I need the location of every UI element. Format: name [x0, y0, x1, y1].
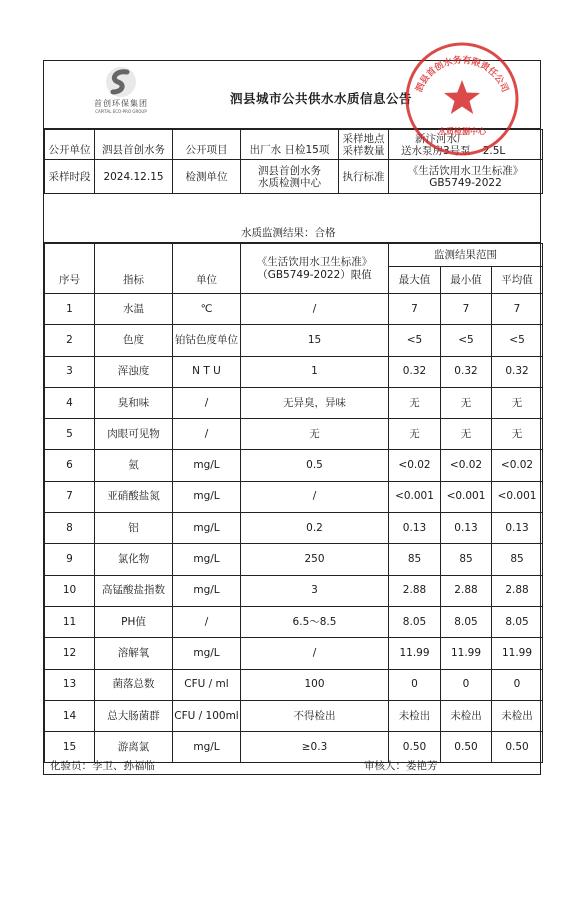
row-no: 3	[45, 356, 95, 387]
table-row	[45, 606, 543, 637]
row-limit: 15	[241, 325, 389, 356]
logo-english-name: CAPITAL ECO-PRO GROUP	[95, 109, 147, 114]
company-logo	[86, 65, 156, 123]
row-limit: 250	[241, 544, 389, 575]
row-unit: N T U	[173, 356, 241, 387]
row-indicator: 游离氯	[95, 732, 173, 763]
row-min: 0.13	[441, 513, 492, 544]
table-row	[45, 356, 543, 387]
tester-names: 李卫、孙福临	[92, 760, 155, 772]
site-labels	[339, 130, 389, 160]
row-avg: 7	[492, 294, 543, 325]
row-limit: 6.5～8.5	[241, 606, 389, 637]
table-row	[45, 669, 543, 700]
row-no: 13	[45, 669, 95, 700]
header-min: 最小值	[441, 267, 492, 294]
row-limit: 不得检出	[241, 700, 389, 731]
row-min: 2.88	[441, 575, 492, 606]
row-no: 9	[45, 544, 95, 575]
row-limit: /	[241, 638, 389, 669]
info-row	[45, 160, 543, 194]
reviewer	[364, 758, 438, 773]
quantity-value: 2.5L	[482, 144, 506, 157]
row-no: 6	[45, 450, 95, 481]
row-avg: 0.13	[492, 513, 543, 544]
tester-label: 化验员：	[50, 760, 92, 772]
row-indicator: 亚硝酸盐氮	[95, 481, 173, 512]
table-row	[45, 481, 543, 512]
row-unit: /	[173, 387, 241, 418]
row-no: 14	[45, 700, 95, 731]
quantity-label: 采样数量	[342, 144, 385, 157]
row-indicator: 氯化物	[95, 544, 173, 575]
site-pump: 送水泵房3号泵	[401, 144, 471, 157]
row-min: 0.32	[441, 356, 492, 387]
row-indicator: 高锰酸盐指数	[95, 575, 173, 606]
row-indicator: 水温	[95, 294, 173, 325]
row-unit: mg/L	[173, 638, 241, 669]
row-min: 8.05	[441, 606, 492, 637]
row-avg: <0.02	[492, 450, 543, 481]
lab-name-line1: 泗县首创水务	[258, 164, 321, 177]
row-no: 2	[45, 325, 95, 356]
table-row	[45, 325, 543, 356]
row-avg: <5	[492, 325, 543, 356]
row-max: 未检出	[389, 700, 441, 731]
row-no: 12	[45, 638, 95, 669]
row-unit: CFU / ml	[173, 669, 241, 700]
row-max: 0.32	[389, 356, 441, 387]
row-unit: /	[173, 419, 241, 450]
standard-value	[389, 160, 543, 194]
table-row	[45, 387, 543, 418]
row-limit: 3	[241, 575, 389, 606]
row-avg: 0.50	[492, 732, 543, 763]
row-no: 10	[45, 575, 95, 606]
header-limit	[241, 244, 389, 294]
row-avg: 85	[492, 544, 543, 575]
row-min: 7	[441, 294, 492, 325]
row-avg: 2.88	[492, 575, 543, 606]
row-max: 85	[389, 544, 441, 575]
table-row	[45, 513, 543, 544]
row-no: 8	[45, 513, 95, 544]
row-limit: /	[241, 294, 389, 325]
seal-bottom-text: 水质检测中心	[438, 127, 486, 136]
header-no: 序号	[45, 244, 95, 294]
table-row	[45, 294, 543, 325]
row-avg: 8.05	[492, 606, 543, 637]
row-unit: mg/L	[173, 732, 241, 763]
row-min: <0.02	[441, 450, 492, 481]
logo-chinese-name: 首创环保集团	[94, 99, 148, 108]
row-max: 0	[389, 669, 441, 700]
row-max: <0.001	[389, 481, 441, 512]
period-label: 采样时段	[45, 160, 95, 194]
row-unit: mg/L	[173, 513, 241, 544]
lab-label: 检测单位	[173, 160, 241, 194]
row-limit: 无异臭，异味	[241, 387, 389, 418]
row-min: 0	[441, 669, 492, 700]
row-indicator: 氨	[95, 450, 173, 481]
item-label: 公开项目	[173, 130, 241, 160]
row-indicator: 总大肠菌群	[95, 700, 173, 731]
page-title: 泗县城市公共供水水质信息公告	[230, 91, 413, 106]
standard-code: GB5749-2022	[429, 176, 502, 189]
table-header-row	[45, 244, 543, 267]
seal-ring-text: 泗县首创水务有限责任公司	[414, 55, 510, 94]
row-avg: 11.99	[492, 638, 543, 669]
row-avg: <0.001	[492, 481, 543, 512]
row-max: 11.99	[389, 638, 441, 669]
item-value: 出厂水 日检15项	[241, 130, 339, 160]
period-value: 2024.12.15	[95, 160, 173, 194]
header-avg: 平均值	[492, 267, 543, 294]
header-max: 最大值	[389, 267, 441, 294]
reviewer-label: 审核人：	[364, 760, 406, 772]
row-no: 5	[45, 419, 95, 450]
row-avg: 0.32	[492, 356, 543, 387]
row-no: 4	[45, 387, 95, 418]
row-indicator: 色度	[95, 325, 173, 356]
seal-star-icon	[444, 80, 480, 114]
water-quality-notice	[43, 60, 541, 775]
row-no: 15	[45, 732, 95, 763]
header-indicator: 指标	[95, 244, 173, 294]
row-no: 11	[45, 606, 95, 637]
monitoring-results-table	[44, 243, 543, 763]
row-indicator: 臭和味	[95, 387, 173, 418]
result-summary	[44, 216, 540, 243]
tester	[50, 758, 155, 773]
row-indicator: 菌落总数	[95, 669, 173, 700]
row-unit: CFU / 100ml	[173, 700, 241, 731]
table-row	[45, 419, 543, 450]
row-unit: ℃	[173, 294, 241, 325]
row-min: 11.99	[441, 638, 492, 669]
site-label: 采样地点	[342, 132, 385, 145]
row-min: 85	[441, 544, 492, 575]
row-avg: 无	[492, 387, 543, 418]
row-indicator: 溶解氧	[95, 638, 173, 669]
row-max: <5	[389, 325, 441, 356]
row-indicator: PH值	[95, 606, 173, 637]
row-unit: mg/L	[173, 450, 241, 481]
row-max: 7	[389, 294, 441, 325]
row-limit: 0.2	[241, 513, 389, 544]
header-range: 监测结果范围	[389, 244, 543, 267]
standard-name: 《生活饮用水卫生标准》	[407, 164, 524, 177]
row-min: 0.50	[441, 732, 492, 763]
table-row	[45, 575, 543, 606]
row-unit: /	[173, 606, 241, 637]
row-avg: 未检出	[492, 700, 543, 731]
row-avg: 无	[492, 419, 543, 450]
row-avg: 0	[492, 669, 543, 700]
row-indicator: 肉眼可见物	[95, 419, 173, 450]
reviewer-name: 娄艳芳	[406, 760, 438, 772]
row-limit: 0.5	[241, 450, 389, 481]
row-max: <0.02	[389, 450, 441, 481]
header-limit-line1: 《生活饮用水卫生标准》	[256, 255, 373, 268]
standard-label: 执行标准	[339, 160, 389, 194]
row-unit: mg/L	[173, 575, 241, 606]
row-limit: ≥0.3	[241, 732, 389, 763]
result-text: 水质监测结果：合格	[241, 227, 336, 239]
row-unit: mg/L	[173, 544, 241, 575]
row-max: 2.88	[389, 575, 441, 606]
publisher-label: 公开单位	[45, 130, 95, 160]
table-row	[45, 638, 543, 669]
row-limit: 无	[241, 419, 389, 450]
row-limit: 100	[241, 669, 389, 700]
row-max: 无	[389, 419, 441, 450]
header-unit: 单位	[173, 244, 241, 294]
table-row	[45, 544, 543, 575]
row-min: 未检出	[441, 700, 492, 731]
row-max: 无	[389, 387, 441, 418]
row-limit: 1	[241, 356, 389, 387]
publisher-value: 泗县首创水务	[95, 130, 173, 160]
row-limit: /	[241, 481, 389, 512]
row-min: <0.001	[441, 481, 492, 512]
row-max: 8.05	[389, 606, 441, 637]
signature-footer	[44, 716, 540, 774]
table-row	[45, 450, 543, 481]
header-limit-line2: （GB5749-2022）限值	[257, 268, 372, 281]
row-min: 无	[441, 419, 492, 450]
company-seal	[403, 40, 521, 158]
row-max: 0.13	[389, 513, 441, 544]
logo-swirl-icon	[104, 65, 138, 99]
row-no: 1	[45, 294, 95, 325]
row-indicator: 浑浊度	[95, 356, 173, 387]
lab-value	[241, 160, 339, 194]
row-no: 7	[45, 481, 95, 512]
row-min: <5	[441, 325, 492, 356]
row-unit: mg/L	[173, 481, 241, 512]
row-min: 无	[441, 387, 492, 418]
row-max: 0.50	[389, 732, 441, 763]
lab-name-line2: 水质检测中心	[258, 176, 321, 189]
site-name: 新汴河水厂	[415, 132, 468, 145]
row-unit: 铂钴色度单位	[173, 325, 241, 356]
row-indicator: 铝	[95, 513, 173, 544]
